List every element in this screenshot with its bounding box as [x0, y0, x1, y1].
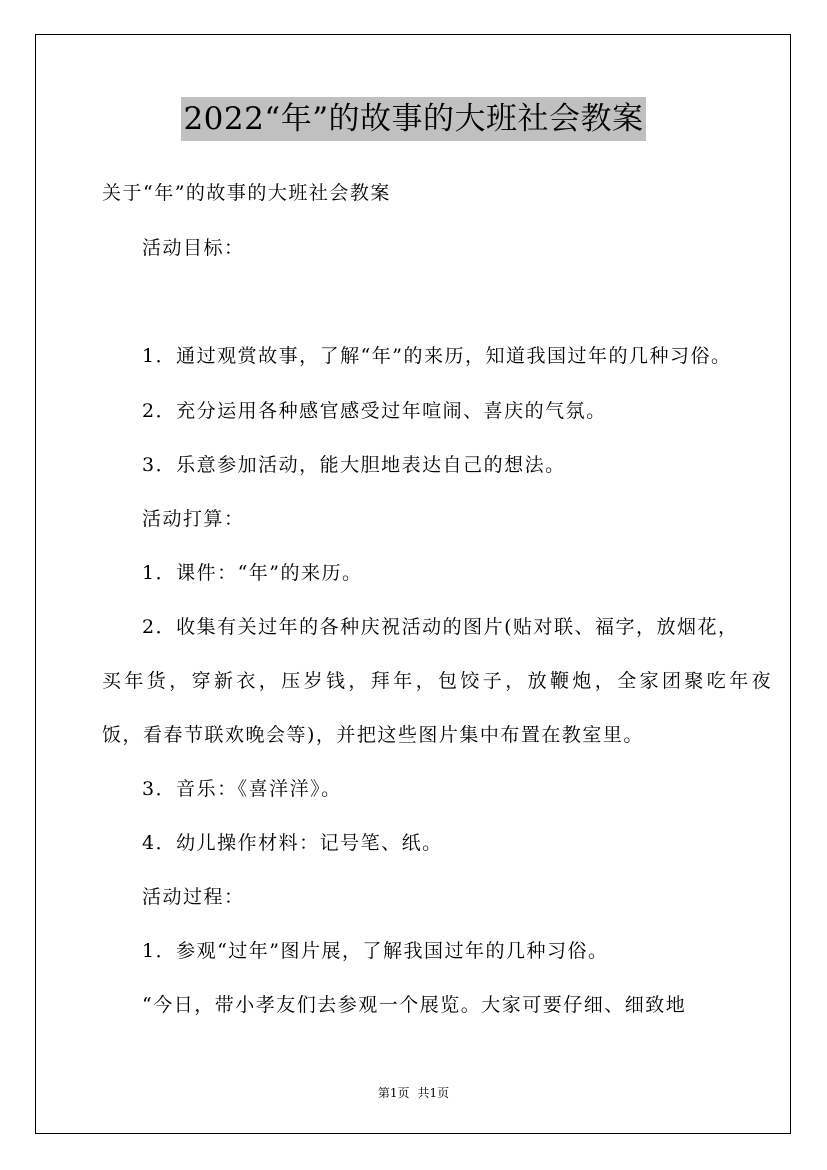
paragraph-line: 2．收集有关过年的各种庆祝活动的图片(贴对联、福字，放烟花， — [142, 616, 739, 638]
paragraph-line: 3．音乐：《喜洋洋》。 — [142, 778, 342, 800]
page-footer — [0, 1085, 827, 1101]
document-subtitle: 关于“年”的故事的大班社会教案 — [102, 182, 391, 204]
paragraph-line: “今日，带小孝友们去参观一个展览。大家可要仔细、细致地 — [142, 994, 687, 1016]
paragraph-line: 饭，看春节联欢晚会等)，并把这些图片集中布置在教室里。 — [102, 724, 644, 746]
section-heading-process: 活动过程： — [142, 886, 245, 908]
paragraph-line: 买年货，穿新衣，压岁钱，拜年，包饺子，放鞭炮，全家团聚吃年夜 — [102, 670, 775, 692]
page-total: 共1页 — [417, 1086, 450, 1100]
paragraph-line: 1．通过观赏故事，了解“年”的来历，知道我国过年的几种习俗。 — [142, 345, 732, 367]
paragraph-line: 1．参观“过年”图片展，了解我国过年的几种习俗。 — [142, 940, 609, 962]
paragraph-line: 3．乐意参加活动，能大胆地表达自己的想法。 — [142, 454, 566, 476]
document-title: 2022“年”的故事的大班社会教案 — [181, 97, 645, 141]
section-heading-preparation: 活动打算： — [142, 508, 245, 530]
paragraph-line: 2．充分运用各种感官感受过年喧闹、喜庆的气氛。 — [142, 400, 607, 422]
title-container — [0, 97, 827, 141]
page-number: 第1页 — [377, 1086, 410, 1100]
section-heading-goals: 活动目标： — [142, 237, 245, 259]
paragraph-line: 4．幼儿操作材料：记号笔、纸。 — [142, 832, 443, 854]
paragraph-line: 1．课件：“年”的来历。 — [142, 562, 363, 584]
